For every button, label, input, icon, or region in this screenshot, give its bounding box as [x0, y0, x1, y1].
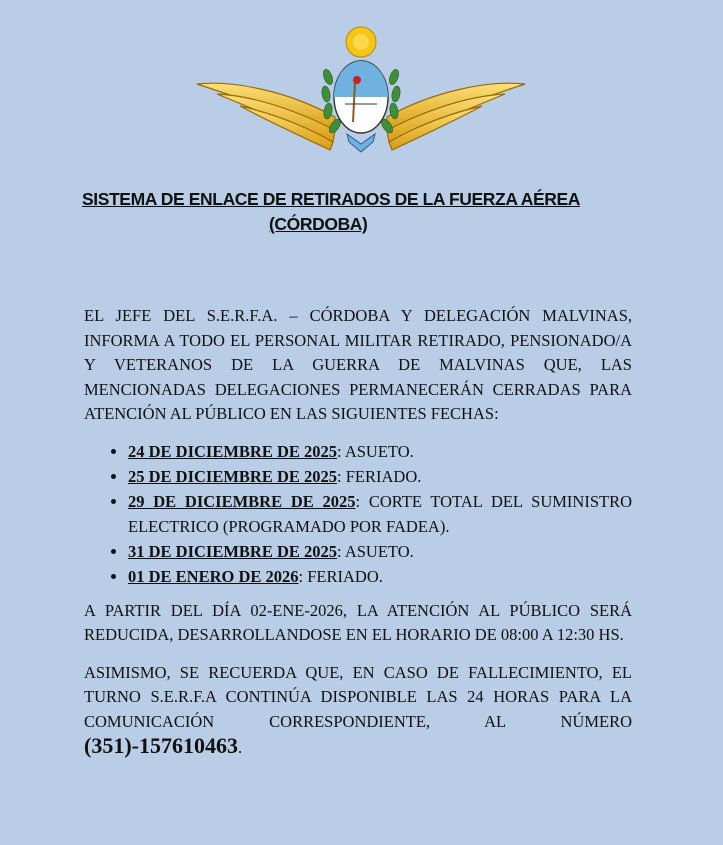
- coat-of-arms-icon: [334, 61, 388, 133]
- right-wing-icon: [387, 83, 525, 150]
- closure-date: 24 DE DICIEMBRE DE 2025: [128, 441, 338, 461]
- air-force-wings-emblem: [195, 22, 527, 157]
- page-title: [82, 187, 634, 237]
- sun-icon: [346, 27, 376, 57]
- closure-date: 29 DE DICIEMBRE DE 2025: [128, 491, 356, 511]
- closure-date: 25 DE DICIEMBRE DE 2025: [128, 466, 338, 486]
- intro-paragraph: EL JEFE DEL S.E.R.F.A. – CÓRDOBA Y DELEGACIÓN MALVINAS, INFORMA A TODO EL PERSONAL MILITAR RETIRADO, PENSIONADO/A Y VETERANOS DE LA GUERRA DE MALVINAS QUE, LAS MENCIONADAS DELEGACIONES PERMANECERÁN CERRADAS PARA ATENCIÓN AL PÚBLICO EN LAS SIGUIENTES FECHAS:: [84, 306, 632, 423]
- closure-date: 01 DE ENERO DE 2026: [128, 566, 299, 586]
- ribbon-icon: [347, 134, 375, 152]
- title-line-2: (CÓRDOBA): [269, 214, 368, 234]
- closure-reason: : FERIADO.: [337, 466, 422, 486]
- reminder-end: .: [237, 738, 243, 757]
- closure-dates-list: [84, 439, 632, 589]
- closure-reason: : ASUETO.: [337, 441, 414, 461]
- list-item: [128, 539, 632, 564]
- list-item: [128, 564, 632, 589]
- list-item: [128, 439, 632, 464]
- reminder-paragraph: [84, 661, 632, 761]
- reminder-text: ASIMISMO, SE RECUERDA QUE, EN CASO DE FALLECIMIENTO, EL TURNO S.E.R.F.A CONTINÚA DISPONIBLE LAS 24 HORAS PARA LA COMUNICACIÓN CORRESPONDIENTE, AL NÚMERO: [84, 662, 632, 731]
- title-line-1: SISTEMA DE ENLACE DE RETIRADOS DE LA FUERZA AÉREA: [82, 189, 580, 209]
- notice-body: [84, 304, 632, 761]
- closure-reason: : ASUETO.: [337, 541, 414, 561]
- closure-reason: : FERIADO.: [298, 566, 383, 586]
- closure-reason: : CORTE TOTAL DEL SUMINISTRO ELECTRICO (PROGRAMADO POR FADEA).: [128, 491, 632, 536]
- left-wing-icon: [197, 83, 335, 150]
- list-item: [128, 464, 632, 489]
- list-item: [128, 489, 632, 539]
- schedule-paragraph: A PARTIR DEL DÍA 02-ENE-2026, LA ATENCIÓN AL PÚBLICO SERÁ REDUCIDA, DESARROLLANDOSE EN EL HORARIO DE 08:00 A 12:30 HS.: [84, 600, 632, 644]
- phone-number: (351)-157610463: [84, 733, 238, 758]
- closure-date: 31 DE DICIEMBRE DE 2025: [128, 541, 338, 561]
